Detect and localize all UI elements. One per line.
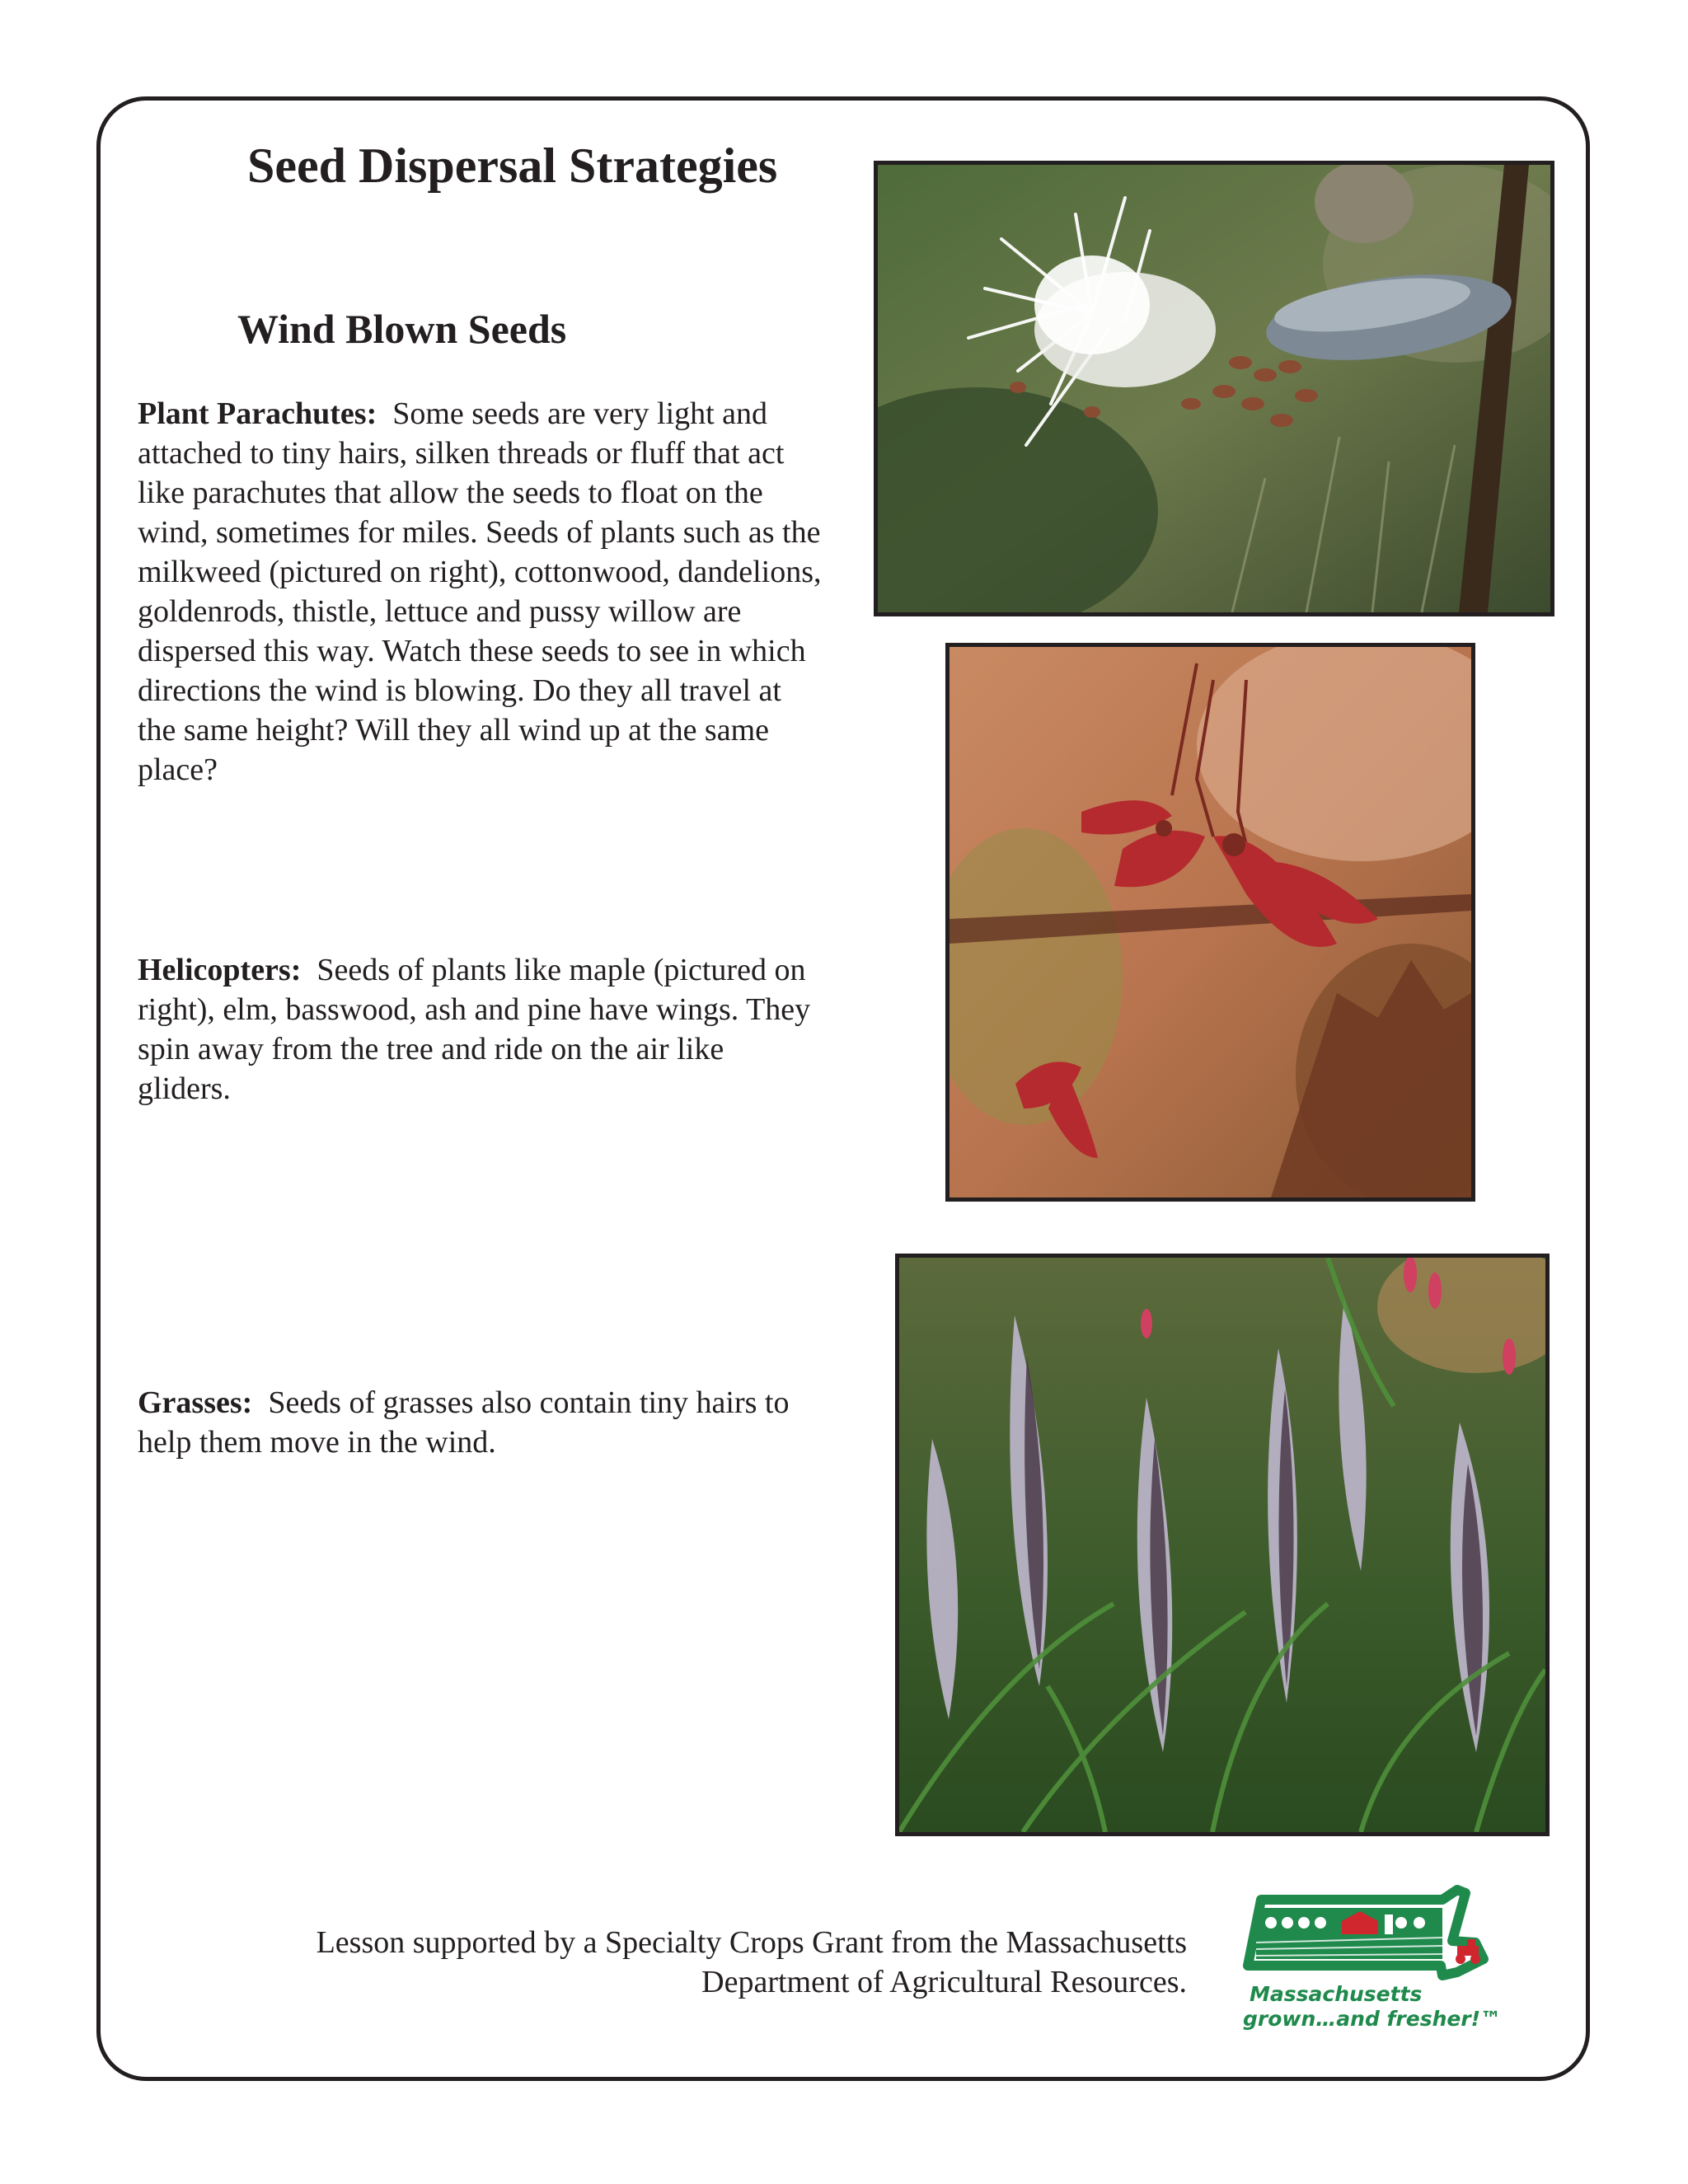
milkweed-photo [874, 161, 1554, 616]
paragraph-helicopters [138, 950, 822, 1108]
maple-photo [945, 643, 1475, 1202]
logo-wordmark [1243, 1982, 1501, 2032]
paragraph-text: Seeds of plants like maple (pictured on right), elm, basswood, ash and pine have wings. They spin away from the tree and ride on the air like gliders. [138, 953, 811, 1106]
paragraph-label: Helicopters: [138, 953, 302, 987]
paragraph-text: Some seeds are very light and attached to tiny hairs, silken threads or fluff that act like parachutes that allow the seeds to float on the wind, sometimes for miles. Seeds of plants such as the milkweed (pictured on right), cottonwood, dandelions, goldenrods, thistle, lettuce and pussy willow are dispersed this way. Watch these seeds to see in which directions the wind is blowing. Do they all travel at the same height? Will they all wind up at the same place? [138, 396, 822, 787]
logo-line-2: grown…and fresher!™ [1243, 2007, 1502, 2031]
paragraph-label: Grasses: [138, 1385, 253, 1420]
paragraph-text: Seeds of grasses also contain tiny hairs to help them move in the wind. [138, 1385, 790, 1460]
paragraph-label: Plant Parachutes: [138, 396, 377, 431]
massachusetts-grown-logo [1236, 1883, 1541, 2040]
page-title: Seed Dispersal Strategies [247, 138, 778, 193]
logo-line-1: Massachusetts [1250, 1982, 1423, 2006]
paragraph-plant-parachutes [138, 394, 822, 790]
credit-line-1: Lesson supported by a Specialty Crops Grant from the Massachusetts [316, 1925, 1187, 1960]
credit-line-2: Department of Agricultural Resources. [701, 1965, 1187, 1999]
grasses-photo [895, 1254, 1550, 1836]
paragraph-grasses [138, 1383, 822, 1462]
section-subtitle: Wind Blown Seeds [237, 306, 567, 352]
grant-credit [316, 1923, 1187, 2002]
